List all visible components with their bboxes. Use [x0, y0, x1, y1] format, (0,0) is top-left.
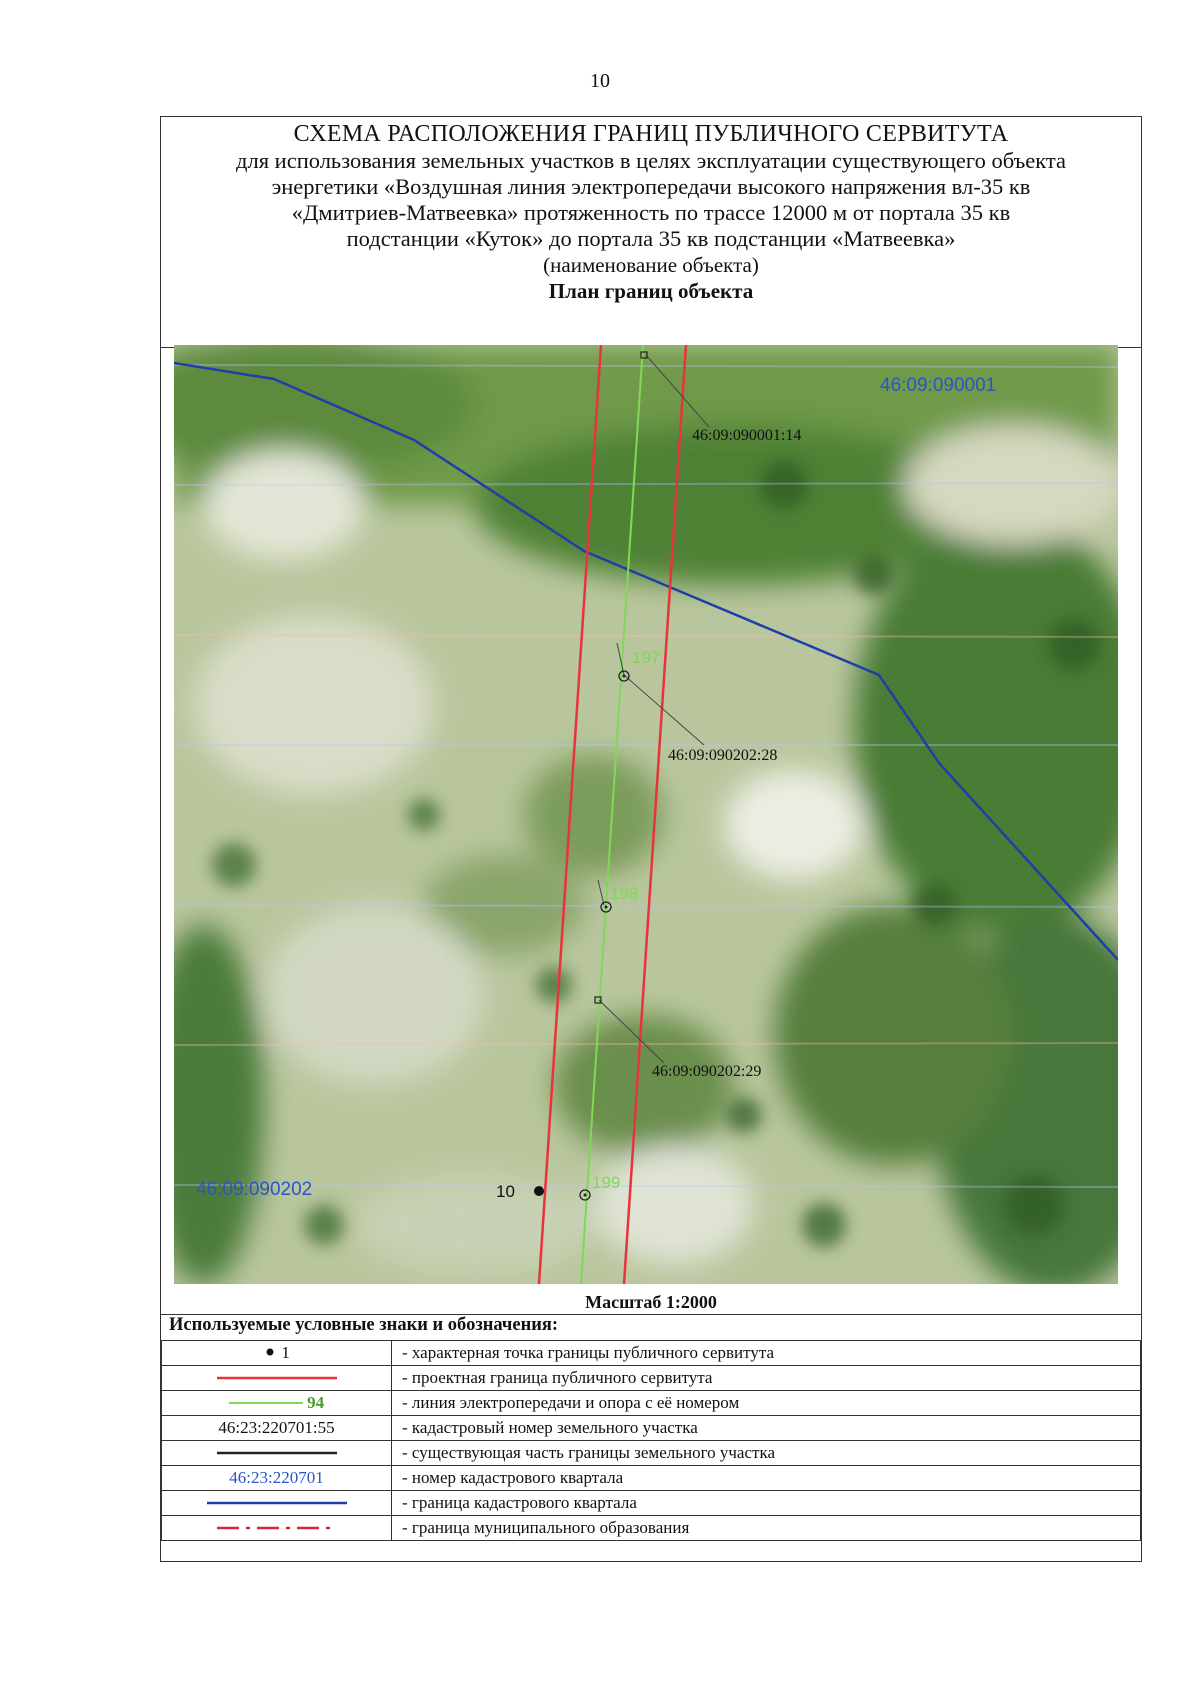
object-name-line-1: для использования земельных участков в целях эксплуатации существующего объекта — [236, 148, 1066, 173]
scheme-frame — [160, 116, 1142, 1562]
legend-symbol-power-line — [162, 1391, 392, 1416]
legend-symbol-black-line — [162, 1441, 392, 1466]
legend-point-number: 1 — [281, 1343, 290, 1362]
legend-symbol-blue-line — [162, 1491, 392, 1516]
blue-line-icon — [207, 1498, 347, 1508]
legend-row — [162, 1416, 1141, 1441]
parcel-label-090202-29: 46:09:090202:29 — [652, 1063, 762, 1080]
pole-number-198: 198 — [610, 884, 639, 903]
object-name-caption: (наименование объекта) — [543, 253, 759, 277]
legend-text: - проектная граница публичного сервитута — [392, 1366, 1141, 1391]
black-line-icon — [217, 1448, 337, 1458]
green-line-icon — [229, 1398, 303, 1408]
aerial-map[interactable] — [174, 345, 1118, 1284]
legend-symbol-parcel-number: 46:23:220701:55 — [162, 1416, 392, 1441]
legend-text: - существующая часть границы земельного участка — [392, 1441, 1141, 1466]
page-number: 10 — [590, 70, 610, 92]
quarter-label-090001: 46:09:090001 — [880, 375, 997, 396]
object-name-line-3: «Дмитриев-Матвеевка» протяженность по трассе 12000 м от портала 35 кв — [291, 200, 1011, 225]
plan-heading: План границ объекта — [548, 279, 754, 303]
object-name-line-4: подстанции «Куток» до портала 35 кв подстанции «Матвеевка» — [346, 226, 956, 251]
red-line-icon — [217, 1373, 337, 1383]
pole-number-197: 197 — [632, 648, 661, 667]
legend-symbol-point — [162, 1341, 392, 1366]
legend-text: - граница кадастрового квартала — [392, 1491, 1141, 1516]
parcel-label-090202-28: 46:09:090202:28 — [668, 747, 778, 764]
parcel-label-090001-14: 46:09:090001:14 — [692, 427, 802, 444]
pole-number-199: 199 — [592, 1173, 621, 1192]
boundary-point-10-marker — [534, 1186, 544, 1196]
boundary-point-label: 10 — [496, 1182, 515, 1201]
map-scale: Масштаб 1:2000 — [161, 1292, 1141, 1315]
dash-dot-line-icon — [217, 1523, 337, 1533]
legend-text: - характерная точка границы публичного сервитута — [392, 1341, 1141, 1366]
legend-text: - кадастровый номер земельного участка — [392, 1416, 1141, 1441]
legend-row — [162, 1366, 1141, 1391]
quarter-label-090202: 46:09:090202 — [196, 1179, 313, 1200]
legend-row — [162, 1466, 1141, 1491]
legend-symbol-red-line — [162, 1366, 392, 1391]
legend-text: - граница муниципального образования — [392, 1516, 1141, 1541]
legend-title: Используемые условные знаки и обозначения: — [169, 1315, 559, 1335]
scheme-title: СХЕМА РАСПОЛОЖЕНИЯ ГРАНИЦ ПУБЛИЧНОГО СЕРВИТУТА — [293, 121, 1009, 147]
legend-symbol-quarter-number: 46:23:220701 — [162, 1466, 392, 1491]
legend-text: - номер кадастрового квартала — [392, 1466, 1141, 1491]
point-icon — [263, 1344, 277, 1358]
legend-pole-number: 94 — [307, 1393, 325, 1412]
title-block — [161, 117, 1141, 348]
legend-row — [162, 1491, 1141, 1516]
legend-row — [162, 1341, 1141, 1366]
object-name-line-2: энергетики «Воздушная линия электропередачи высокого напряжения вл-35 кв — [271, 174, 1031, 199]
legend-table — [161, 1340, 1141, 1541]
legend-row — [162, 1391, 1141, 1416]
legend-symbol-dash-dot-line — [162, 1516, 392, 1541]
legend-row — [162, 1441, 1141, 1466]
legend-text: - линия электропередачи и опора с её номером — [392, 1391, 1141, 1416]
legend-row — [162, 1516, 1141, 1541]
